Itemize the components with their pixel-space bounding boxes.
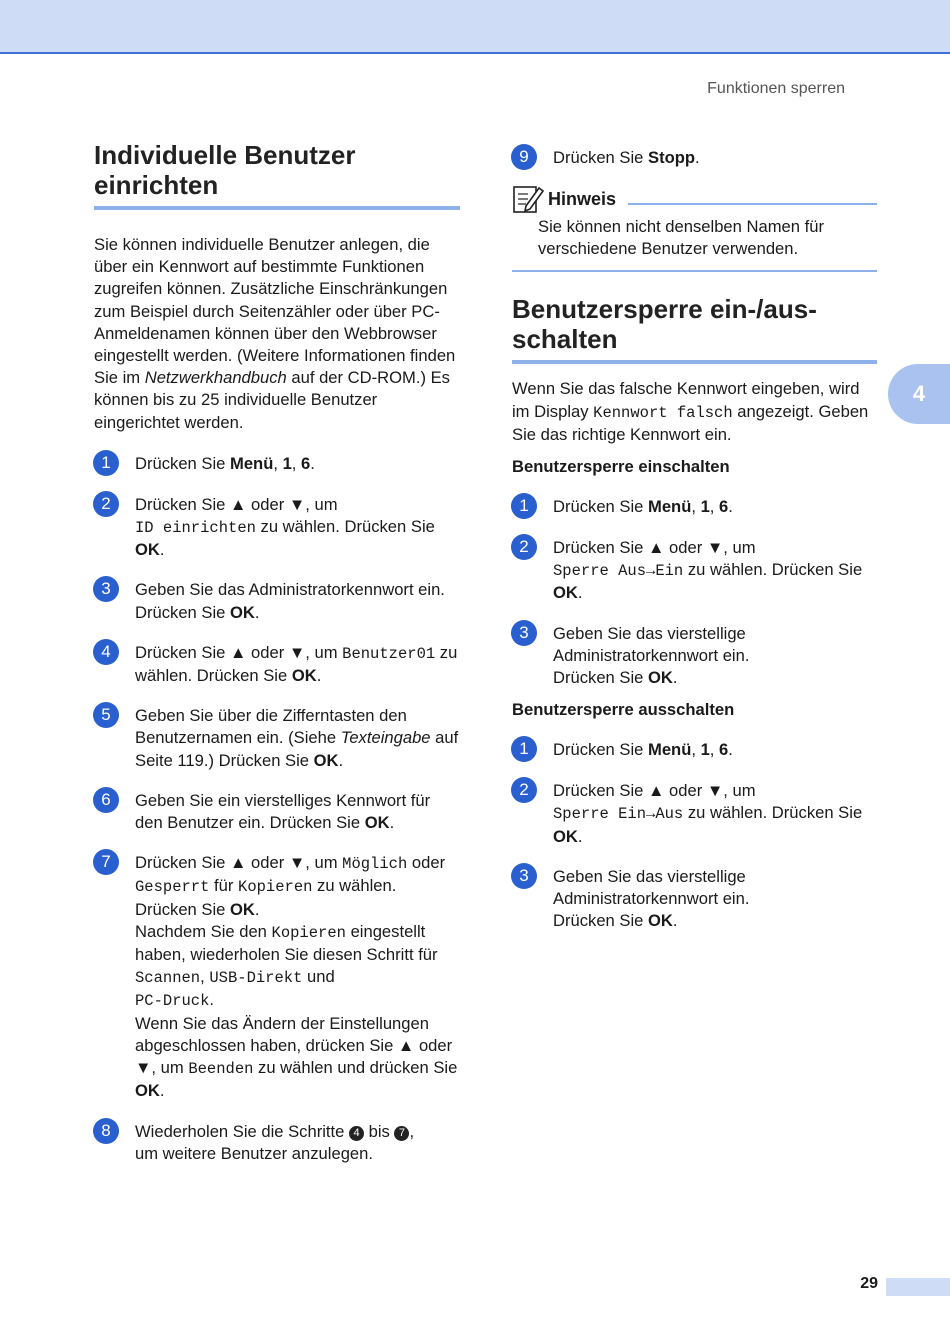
step-text: Geben Sie das vierstellige Administratorkennwort ein. Drücken Sie OK. [553, 623, 750, 688]
note-pencil-icon [512, 184, 544, 214]
lock-off-step-2 [512, 780, 877, 848]
step-text: Drücken Sie ▲ oder ▼, um Möglich oder Gesperrt für Kopieren zu wählen. Drücken Sie OK. Nachdem Sie den Kopieren eingestellt haben, wiederholen Sie diesen Schritt für Scannen, USB-Direkt und PC-Druck. Wenn Sie das Ändern der Einstellungen abgeschlossen haben, drücken Sie ▲ oder ▼, um Beenden zu wählen und drücken Sie OK. [135, 853, 458, 1101]
step-number: 3 [511, 863, 537, 889]
step-number: 8 [93, 1118, 119, 1144]
step-text: Geben Sie über die Zifferntasten den Benutzernamen ein. (Siehe Texteingabe auf Seite 119.) Drücken Sie OK. [135, 706, 459, 770]
chapter-tab: 4 [888, 364, 950, 424]
step-number: 7 [93, 849, 119, 875]
step-text: Drücken Sie Menü, 1, 6. [553, 740, 733, 760]
step-number: 2 [93, 491, 119, 517]
step-text: Drücken Sie Menü, 1, 6. [553, 497, 733, 517]
step-number: 1 [511, 493, 537, 519]
step-number: 9 [511, 144, 537, 170]
right-column [512, 140, 877, 932]
note-text: Sie können nicht denselben Namen für verschiedene Benutzer verwenden. [538, 217, 824, 259]
step-3 [94, 579, 460, 623]
step-text: Drücken Sie Stopp. [553, 148, 700, 167]
step-number: 1 [511, 736, 537, 762]
subheading-lock-on: Benutzersperre einschalten [512, 457, 730, 477]
lock-intro-paragraph: Wenn Sie das falsche Kennwort eingeben, wird im Display Kennwort falsch angezeigt. Geben Sie das richtige Kennwort ein. [512, 379, 869, 444]
step-text: Drücken Sie Menü, 1, 6. [135, 453, 315, 473]
step-number: 3 [93, 576, 119, 602]
note-end-rule [512, 270, 877, 272]
page-number: 29 [860, 1275, 878, 1292]
footer-bar [886, 1278, 950, 1296]
step-text: Drücken Sie ▲ oder ▼, um Sperre Ein→Aus zu wählen. Drücken Sie OK. [553, 781, 863, 846]
note-box [512, 184, 877, 272]
lock-on-step-1 [512, 496, 877, 519]
step-1 [94, 453, 460, 476]
step-number: 3 [511, 620, 537, 646]
note-title: Hinweis [548, 188, 617, 209]
left-column [94, 140, 460, 1165]
step-text: Geben Sie das vierstellige Administratorkennwort ein. Drücken Sie OK. [553, 866, 750, 931]
step-text: Geben Sie ein vierstelliges Kennwort für den Benutzer ein. Drücken Sie OK. [135, 790, 431, 833]
lock-off-step-3 [512, 866, 877, 933]
step-number: 1 [93, 450, 119, 476]
step-number: 5 [93, 702, 119, 728]
lock-on-step-3 [512, 623, 877, 690]
subheading-lock-off: Benutzersperre ausschalten [512, 700, 735, 720]
step-8 [94, 1121, 460, 1165]
step-ref-badge: 7 [394, 1126, 409, 1141]
lock-off-step-1 [512, 739, 877, 762]
header-band [0, 0, 950, 54]
intro-paragraph: Sie können individuelle Benutzer anlegen, die über ein Kennwort auf bestimmte Funktionen zugreifen können. Zusätzliche Einschränkungen zum Beispiel durch Seitenzähler oder über PC-Anmeldenamen können über den Webbrowser eingestellt werden. (Weitere Informationen finden Sie im Netzwerkhandbuch auf der CD-ROM.) Es können bis zu 25 individuelle Benutzer eingerichtet werden. [94, 235, 456, 432]
step-9 [512, 147, 877, 170]
step-text: Wiederholen Sie die Schritte 4 bis 7 , um weitere Benutzer anzulegen. [135, 1121, 415, 1163]
step-7 [94, 852, 460, 1102]
step-number: 2 [511, 534, 537, 560]
note-rule [628, 203, 877, 205]
step-number: 4 [93, 639, 119, 665]
step-text: Drücken Sie ▲ oder ▼, um ID einrichten zu wählen. Drücken Sie OK. [135, 494, 435, 560]
step-ref-badge: 4 [349, 1126, 364, 1141]
step-text: Drücken Sie ▲ oder ▼, um Sperre Aus→Ein zu wählen. Drücken Sie OK. [553, 538, 863, 603]
step-2 [94, 494, 460, 562]
step-5 [94, 705, 460, 772]
step-4 [94, 642, 460, 687]
step-number: 2 [511, 777, 537, 803]
section-title-2: Benutzersperre ein-/aus- schalten [512, 294, 877, 364]
step-text: Geben Sie das Administratorkennwort ein. Drücken Sie OK. [135, 580, 445, 622]
step-6 [94, 790, 460, 834]
note-header [512, 184, 877, 214]
step-number: 6 [93, 787, 119, 813]
section-title: Individuelle Benutzer einrichten [94, 140, 460, 210]
lock-on-step-2 [512, 537, 877, 605]
running-header: Funktionen sperren [707, 80, 845, 97]
step-text: Drücken Sie ▲ oder ▼, um Benutzer01 zu wählen. Drücken Sie OK. [135, 642, 458, 686]
